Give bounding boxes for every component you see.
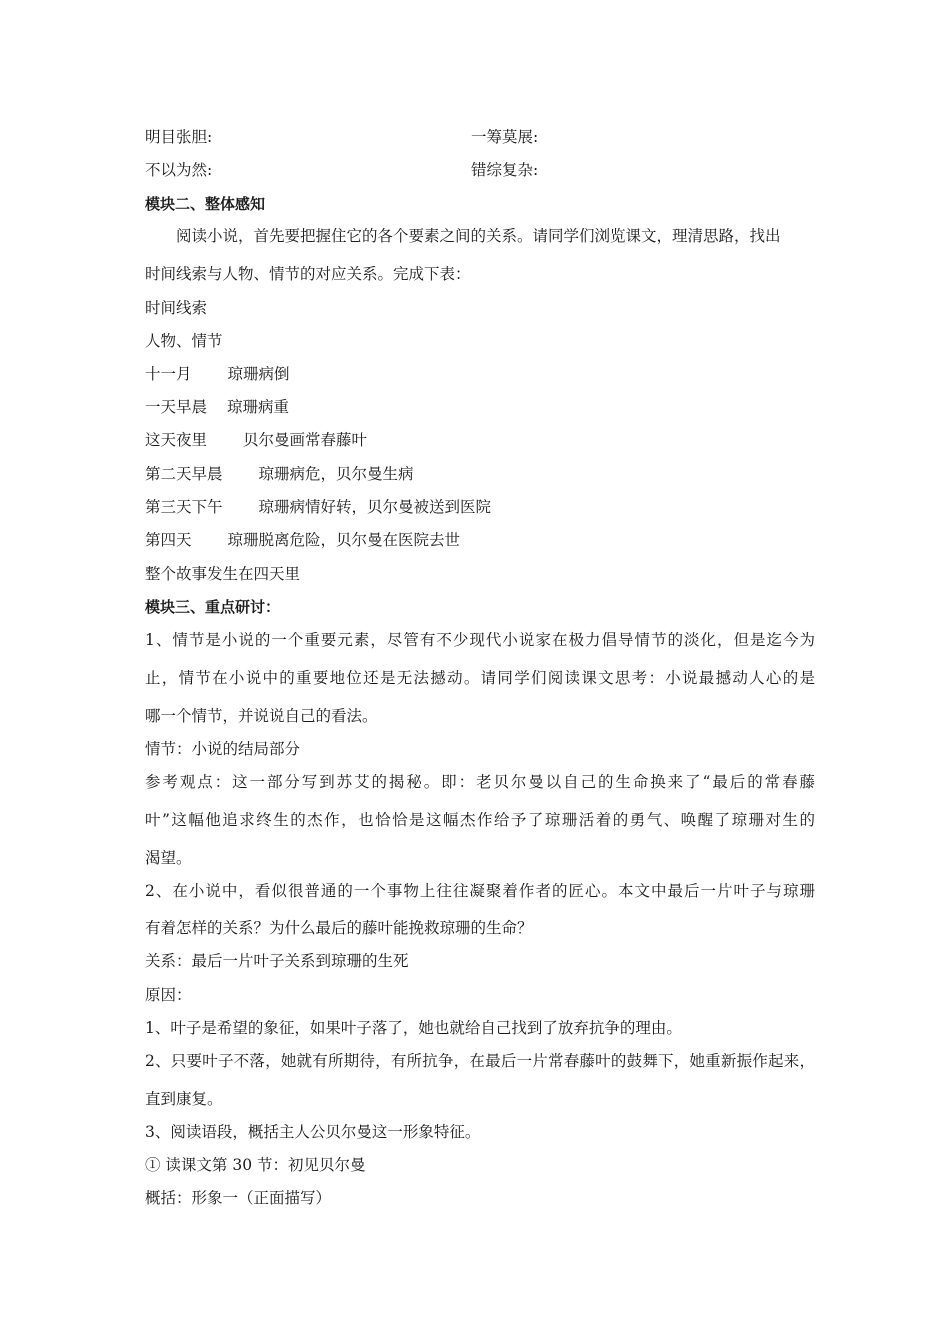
- table-header-time: 时间线索: [145, 299, 208, 317]
- list-item: ① 读课文第 30 节：初见贝尔曼: [145, 1156, 366, 1174]
- answer-line: 原因：: [145, 986, 192, 1004]
- answer-line: 1、叶子是希望的象征，如果叶子落了，她也就给自己找到了放弃抗争的理由。: [145, 1019, 682, 1037]
- row-plot: 琼珊病情好转，贝尔曼被送到医院: [258, 498, 492, 516]
- row-plot: 琼珊病倒: [227, 365, 290, 383]
- vocab-term: 错综复杂:: [471, 161, 539, 179]
- row-plot: 琼珊脱离危险，贝尔曼在医院去世: [227, 531, 461, 549]
- answer-line: 情节：小说的结局部分: [145, 740, 301, 758]
- question-line: 止，情节在小说中的重要地位还是无法撼动。请同学们阅读课文思考：小说最撼动人心的是: [145, 669, 815, 687]
- reference-line: 渴望。: [145, 849, 192, 867]
- table-row: [145, 464, 414, 484]
- row-time: 这天夜里: [145, 431, 208, 449]
- question-line: 2、在小说中，看似很普通的一个事物上往往凝聚着作者的匠心。本文中最后一片叶子与琼珊: [145, 882, 815, 900]
- row-time: 第四天: [145, 531, 192, 549]
- row-time: 第三天下午: [145, 498, 223, 516]
- table-row: [145, 430, 367, 450]
- vocab-term: 一筹莫展:: [471, 128, 539, 146]
- question-line: 有着怎样的关系？为什么最后的藤叶能挽救琼珊的生命？: [145, 919, 533, 937]
- row-time: 第二天早晨: [145, 465, 223, 483]
- answer-line: 关系：最后一片叶子关系到琼珊的生死: [145, 952, 409, 970]
- reference-line: 参考观点：这一部分写到苏艾的揭秘。即：老贝尔曼以自己的生命换来了“最后的常春藤: [145, 773, 815, 791]
- question-line: 1、情节是小说的一个重要元素，尽管有不少现代小说家在极力倡导情节的淡化，但是迄今为: [145, 631, 815, 649]
- paragraph-line: 时间线索与人物、情节的对应关系。完成下表：: [145, 265, 471, 283]
- question-line: 3、阅读语段，概括主人公贝尔曼这一形象特征。: [145, 1123, 481, 1141]
- answer-line: 2、只要叶子不落，她就有所期待，有所抗争，在最后一片常春藤叶的鼓舞下，她重新振作起来，: [145, 1052, 815, 1070]
- row-time: 十一月: [145, 365, 192, 383]
- answer-line: 直到康复。: [145, 1090, 223, 1108]
- summary-line: 整个故事发生在四天里: [145, 565, 301, 583]
- module3-heading: 模块三、重点研讨：: [145, 598, 281, 616]
- table-header-plot: 人物、情节: [145, 332, 223, 350]
- row-time: 一天早晨: [145, 398, 208, 416]
- paragraph-line: 阅读小说，首先要把握住它的各个要素之间的关系。请同学们浏览课文，理清思路，找出: [176, 227, 781, 245]
- vocab-term: 明目张胆:: [145, 128, 213, 146]
- question-line: 哪一个情节，并说说自己的看法。: [145, 707, 378, 725]
- module2-heading: 模块二、整体感知: [145, 195, 266, 213]
- row-plot: 琼珊病重: [227, 398, 290, 416]
- table-row: [145, 530, 460, 550]
- table-row: [145, 364, 290, 384]
- reference-line: 叶”这幅他追求终生的杰作，也恰恰是这幅杰作给予了琼珊活着的勇气、唤醒了琼珊对生的: [145, 811, 815, 829]
- vocab-row: [145, 160, 539, 180]
- answer-line: 概括：形象一（正面描写）: [145, 1189, 332, 1207]
- row-plot: 琼珊病危，贝尔曼生病: [258, 465, 414, 483]
- vocab-term: 不以为然:: [145, 161, 213, 179]
- row-plot: 贝尔曼画常春藤叶: [243, 431, 368, 449]
- vocab-row: [145, 127, 539, 147]
- table-row: [145, 397, 289, 417]
- table-row: [145, 497, 491, 517]
